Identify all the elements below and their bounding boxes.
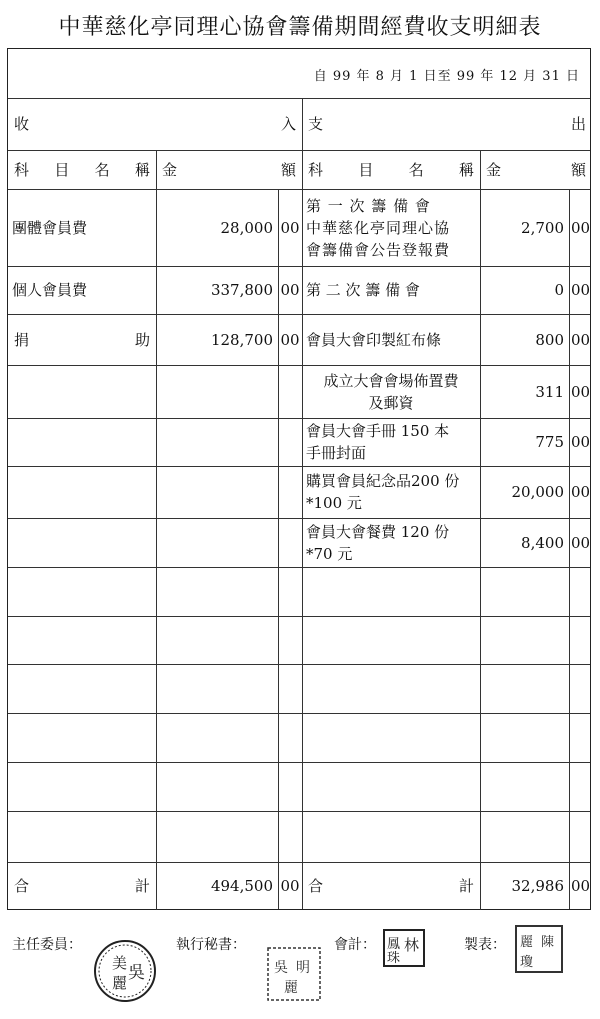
expense-item-header: 科 目 名 稱 (308, 160, 474, 179)
income-amount-header: 金 額 (162, 160, 296, 179)
expense-decimal: 00 (570, 382, 591, 401)
expense-decimal: 00 (570, 533, 591, 552)
preparer-label: 製表： (464, 937, 506, 953)
income-total-decimal: 00 (280, 877, 300, 895)
expense-item: 會員大會手冊 150 本 手冊封面 (306, 422, 450, 462)
svg-text:麗: 麗 (284, 980, 298, 996)
expense-decimal: 00 (570, 483, 591, 501)
svg-text:珠: 珠 (387, 951, 401, 966)
income-amount: 128,700 (210, 330, 273, 349)
income-amount: 28,000 (220, 218, 273, 237)
expense-amount-header: 金 額 (486, 160, 586, 179)
chair-seal-stamp (92, 938, 158, 1004)
preparer-seal-stamp (514, 924, 564, 974)
income-amount: 337,800 (210, 281, 273, 299)
expense-amount: 311 (535, 382, 564, 401)
expense-item: 購買會員紀念品200 份 *100 元 (306, 472, 460, 512)
expense-amount: 2,700 (521, 218, 564, 237)
svg-text:麗: 麗 (112, 974, 128, 992)
income-item: 捐 助 (14, 330, 150, 349)
svg-text:美: 美 (112, 954, 128, 972)
income-total-amount: 494,500 (210, 877, 273, 895)
income-section-header: 收 入 (14, 115, 296, 133)
expense-item: 會員大會餐費 120 份 *70 元 (306, 522, 450, 563)
svg-text:吳: 吳 (128, 963, 145, 983)
accountant-seal-stamp (382, 928, 426, 968)
svg-text:鳳: 鳳 (387, 937, 401, 952)
expense-item: 第 一 次 籌 備 會 中華慈化亭同理心協 會籌備會公告登報費 (306, 196, 451, 259)
expense-decimal: 00 (570, 330, 591, 349)
document-title: 中華慈化亭同理心協會籌備期間經費收支明細表 (58, 15, 542, 40)
expense-item: 成立大會會場佈置費 及郵資 (323, 371, 459, 412)
period-range: 自 99 年 8 月 1 日至 99 年 12 月 31 日 (313, 69, 580, 84)
accountant-label: 會計： (334, 937, 376, 953)
expense-item: 第 二 次 籌 備 會 (306, 281, 420, 299)
svg-text:麗: 麗 (520, 935, 534, 950)
expense-total-decimal: 00 (570, 877, 591, 895)
income-item-header: 科 目 名 稱 (14, 160, 150, 179)
income-item: 個人會員費 (12, 281, 88, 299)
svg-text:瓊: 瓊 (520, 955, 534, 970)
expense-total-label: 合 計 (308, 877, 474, 895)
expense-amount: 20,000 (511, 483, 564, 501)
chair-label: 主任委員： (12, 937, 82, 953)
income-total-label: 合 計 (14, 877, 150, 895)
expense-amount: 800 (535, 330, 564, 349)
income-item: 團體會員費 (12, 218, 88, 237)
expense-item: 會員大會印製紅布條 (306, 330, 442, 349)
expense-decimal: 00 (570, 218, 591, 237)
income-decimal: 00 (280, 218, 300, 237)
expense-section-header: 支 出 (308, 115, 586, 133)
expense-decimal: 00 (570, 433, 591, 451)
svg-text:陳: 陳 (541, 935, 555, 950)
secretary-seal-stamp (266, 946, 322, 1002)
income-decimal: 00 (280, 330, 300, 349)
expense-amount: 775 (535, 433, 564, 451)
expense-amount: 8,400 (521, 533, 564, 552)
svg-text:明: 明 (296, 960, 310, 976)
expense-decimal: 00 (570, 281, 591, 299)
ledger-table (7, 48, 591, 910)
svg-text:吳: 吳 (274, 960, 288, 976)
expense-total-amount: 32,986 (511, 877, 564, 895)
svg-text:林: 林 (404, 936, 420, 954)
secretary-label: 執行秘書： (176, 937, 246, 953)
income-decimal: 00 (280, 281, 300, 299)
expense-amount: 0 (554, 281, 564, 299)
